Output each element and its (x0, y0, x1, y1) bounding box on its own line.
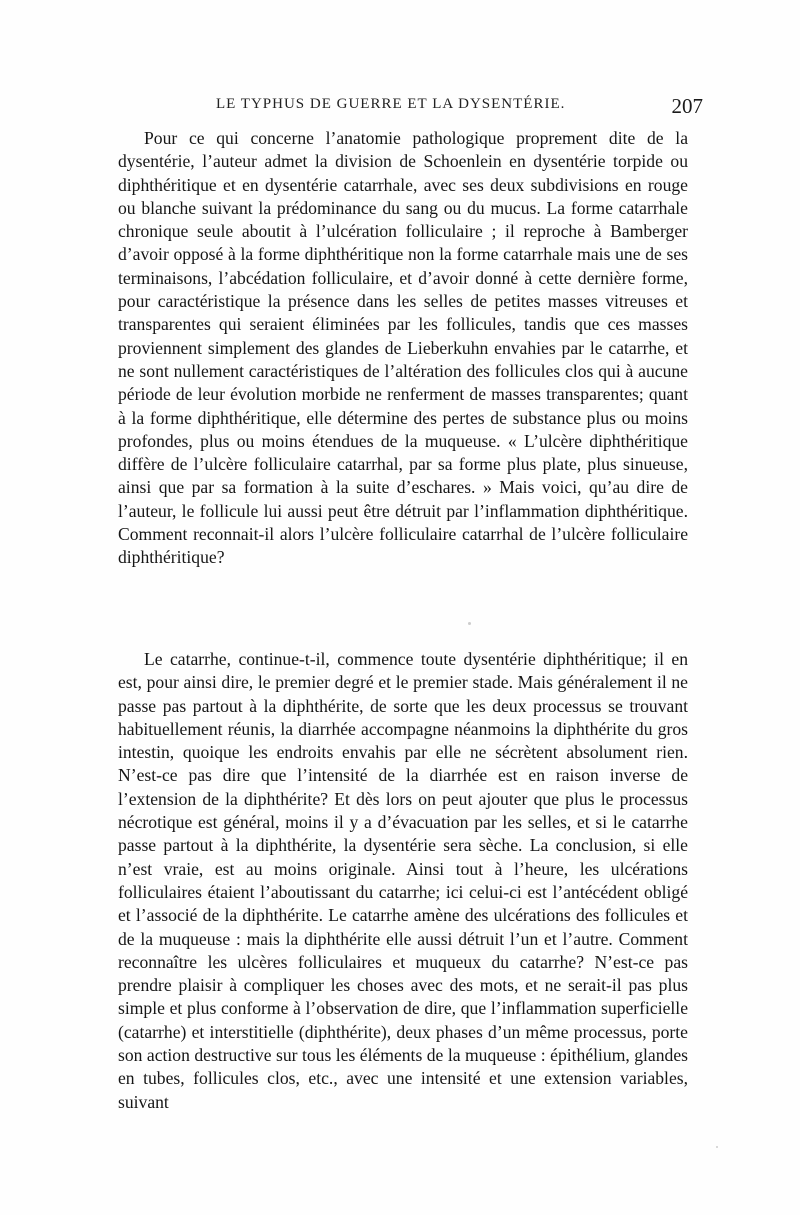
page-number: 207 (671, 94, 703, 118)
ink-speck (716, 1146, 718, 1148)
paragraph-anatomy: Pour ce qui concerne l’anatomie pathologique proprement dite de la dysentérie, l’auteur admet la division de Schoenlein en dysentérie torpide ou diphthéritique et en dysentérie catarrhale, avec ses deux subdivisions en rouge ou blanche suivant la prédominance du sang ou du mucus. La forme catarrhale chronique seule aboutit à l’ulcération folliculaire ; il reproche à Bamberger d’avoir opposé à la forme diphthéritique non la forme catarrhale mais une de ses terminaisons, l’abcédation folliculaire, et d’avoir donné à cette dernière forme, pour caractéristique la présence dans les selles de petites masses vitreuses et transparentes qui seraient éliminées par les follicules, tandis que ces masses proviennent simplement des glandes de Lieberkuhn envahies par le catarrhe, et ne sont nullement caractéristiques de l’altération des follicules clos qui à aucune période de leur évolution morbide ne renferment de masses transparentes; quant à la forme diphthéritique, elle détermine des pertes de substance plus ou moins profondes, plus ou moins étendues de la muqueuse. « L’ulcère diphthéritique diffère de l’ulcère folliculaire catarrhal, par sa forme plus plate, plus sinueuse, ainsi que par sa formation à la suite d’eschares. » Mais voici, qu’au dire de l’auteur, le follicule lui aussi peut être détruit par l’inflammation diphthéritique. Comment reconnait-il alors l’ulcère folliculaire catarrhal de l’ulcère folliculaire diphthéritique? (118, 128, 688, 568)
ink-speck (468, 622, 471, 625)
running-head (118, 94, 703, 120)
running-title: LE TYPHUS DE GUERRE ET LA DYSENTÉRIE. (216, 96, 566, 112)
paragraph-catarrh: Le catarrhe, continue-t-il, commence toute dysentérie diphthéritique; il en est, pour ainsi dire, le premier degré et le premier stade. Mais généralement il ne passe pas partout à la diphthérite, de sorte que les deux processus se trouvant habituellement réunis, la diarrhée accompagne néanmoins la diphthérite du gros intestin, quoique les endroits envahis par elle ne sécrètent absolument rien. N’est-ce pas dire que l’intensité de la diarrhée est en raison inverse de l’extension de la diphthérite? Et dès lors on peut ajouter que plus le processus nécrotique est général, moins il y a d’évacuation par les selles, et si le catarrhe passe partout à la diphthérite, la dysentérie sera sèche. La conclusion, si elle n’est vraie, est au moins originale. Ainsi tout à l’heure, les ulcérations folliculaires étaient l’aboutissant du catarrhe; ici celui-ci est l’antécédent obligé et l’associé de la diphthérite. Le catarrhe amène des ulcérations des follicules et de la muqueuse : mais la diphthérite elle aussi détruit l’un et l’autre. Comment reconnaître les ulcères folliculaires et muqueux du catarrhe? N’est-ce pas prendre plaisir à compliquer les choses avec des mots, et ne serait-il pas plus simple et plus conforme à l’observation de dire, que l’inflammation superficielle (catarrhe) et interstitielle (diphthérite), deux phases d’un même processus, porte son action destructive sur tous les éléments de la muqueuse : épithélium, glandes en tubes, follicules clos, etc., avec une intensité et une extension variables, suivant (118, 649, 688, 1112)
